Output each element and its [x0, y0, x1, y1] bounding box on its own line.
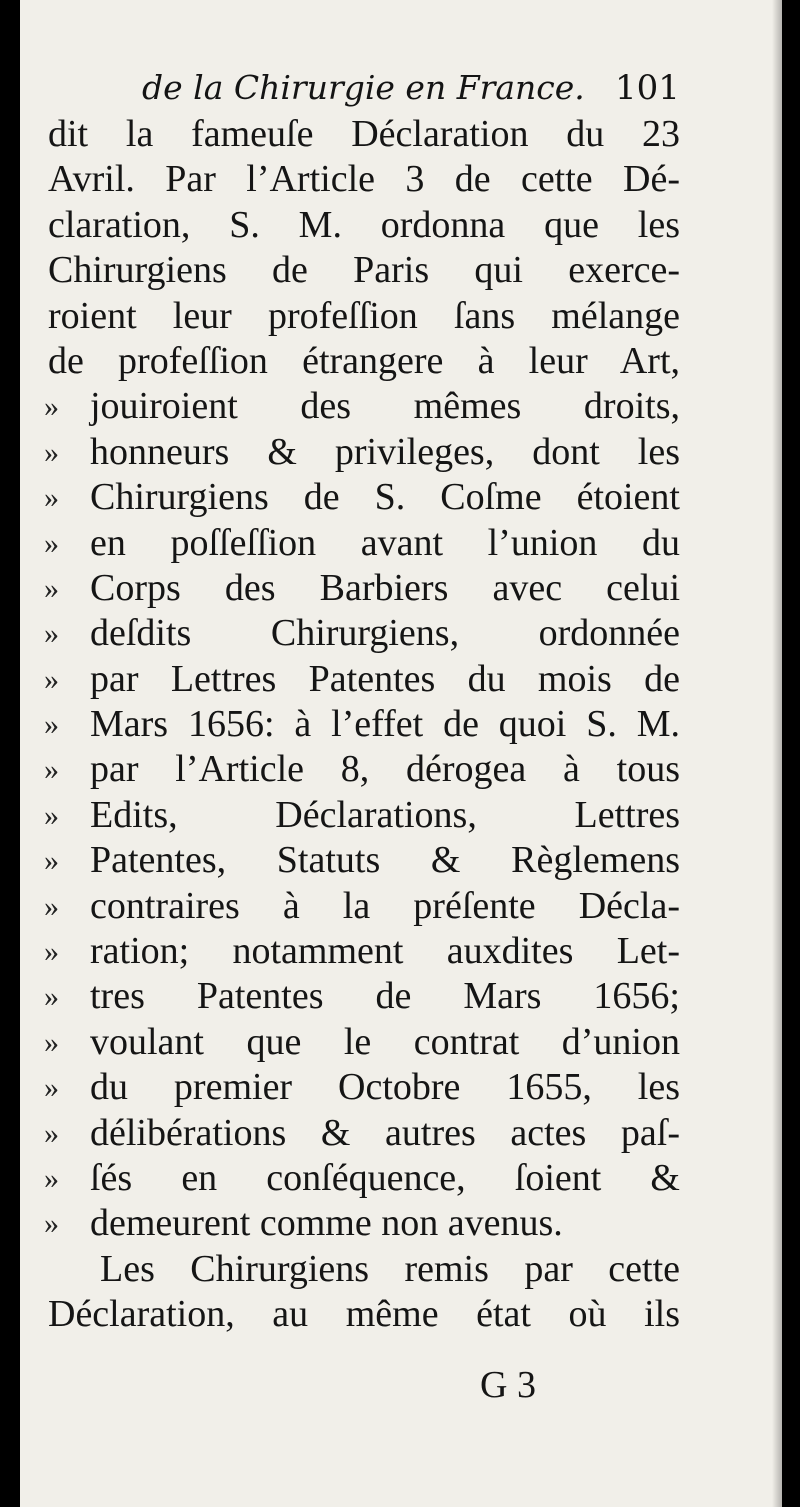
- page-edge-shadow: [772, 0, 782, 1507]
- line-text: Avril. Par l’Article 3 de cette Dé-: [48, 158, 680, 201]
- text-line: [20, 203, 782, 248]
- line-text: roient leur profeſſion ſans mélange: [48, 294, 680, 337]
- text-line: [20, 747, 782, 792]
- quotation-mark: »: [44, 571, 59, 605]
- body-text: [20, 112, 782, 1338]
- quotation-mark: »: [44, 708, 59, 742]
- text-line: [20, 1201, 782, 1246]
- line-text: deſdits Chirurgiens, ordonnée: [90, 612, 680, 655]
- line-text: Chirurgiens de Paris qui exerce-: [48, 249, 680, 292]
- line-text: par Lettres Patentes du mois de: [90, 657, 680, 700]
- text-line: [20, 1292, 782, 1337]
- quotation-mark: »: [44, 753, 59, 787]
- running-title: de la Chirurgie en France.: [142, 68, 585, 107]
- quotation-mark: »: [44, 935, 59, 969]
- line-text: demeurent comme non avenus.: [90, 1202, 563, 1245]
- text-line: [20, 838, 782, 883]
- line-text: contraires à la préſente Décla-: [90, 884, 680, 927]
- quotation-mark: »: [44, 980, 59, 1014]
- text-line: [20, 793, 782, 838]
- quotation-mark: »: [44, 1071, 59, 1105]
- line-text: dit la fameuſe Déclaration du 23: [48, 113, 680, 155]
- quotation-mark: »: [44, 617, 59, 651]
- text-line: [20, 475, 782, 520]
- page-header: [20, 68, 782, 112]
- quotation-mark: »: [44, 481, 59, 515]
- line-text: délibérations & autres actes paſ-: [90, 1111, 680, 1154]
- text-line: [20, 157, 782, 202]
- line-text: claration, S. M. ordonna que les: [48, 203, 680, 246]
- text-line: [20, 1020, 782, 1065]
- line-text: ration; notamment auxdites Let-: [90, 930, 680, 973]
- line-text: ſés en conſéquence, ſoient &: [90, 1156, 680, 1199]
- text-line: [20, 929, 782, 974]
- line-text: du premier Octobre 1655, les: [90, 1066, 680, 1109]
- line-text: Chirurgiens de S. Coſme étoient: [90, 476, 680, 519]
- text-line: [20, 1247, 782, 1292]
- quotation-mark: »: [44, 1207, 59, 1241]
- text-line: [20, 611, 782, 656]
- page-number: 101: [615, 68, 680, 108]
- quotation-mark: »: [44, 798, 59, 832]
- text-line: [20, 521, 782, 566]
- text-line: [20, 974, 782, 1019]
- line-text: en poſſeſſion avant l’union du: [90, 521, 680, 564]
- line-text: Edits, Déclarations, Lettres: [90, 793, 680, 836]
- text-line: [20, 112, 782, 157]
- text-line: [20, 1156, 782, 1201]
- signature-mark: G 3: [480, 1364, 536, 1406]
- quotation-mark: »: [44, 662, 59, 696]
- text-line: [20, 702, 782, 747]
- line-text: Les Chirurgiens remis par cette: [100, 1247, 680, 1290]
- quotation-mark: »: [44, 889, 59, 923]
- line-text: tres Patentes de Mars 1656;: [90, 975, 680, 1018]
- text-line: [20, 294, 782, 339]
- line-text: jouiroient des mêmes droits,: [90, 385, 680, 428]
- line-text: Patentes, Statuts & Règlemens: [90, 839, 680, 882]
- quotation-mark: »: [44, 844, 59, 878]
- book-page: [20, 0, 782, 1507]
- text-line: [20, 384, 782, 429]
- line-text: Corps des Barbiers avec celui: [90, 566, 680, 609]
- text-line: [20, 566, 782, 611]
- text-line: [20, 248, 782, 293]
- line-text: par l’Article 8, dérogea à tous: [90, 748, 680, 791]
- text-line: [20, 657, 782, 702]
- quotation-mark: »: [44, 1161, 59, 1195]
- text-line: [20, 1065, 782, 1110]
- quotation-mark: »: [44, 1116, 59, 1150]
- text-line: [20, 1111, 782, 1156]
- line-text: de profeſſion étrangere à leur Art,: [48, 339, 680, 382]
- text-line: [20, 339, 782, 384]
- text-line: [20, 430, 782, 475]
- quotation-mark: »: [44, 435, 59, 469]
- quotation-mark: »: [44, 526, 59, 560]
- line-text: Mars 1656: à l’effet de quoi S. M.: [90, 703, 680, 746]
- line-text: honneurs & privileges, dont les: [90, 430, 680, 473]
- line-text: voulant que le contrat d’union: [90, 1020, 680, 1063]
- quotation-mark: »: [44, 1025, 59, 1059]
- quotation-mark: »: [44, 390, 59, 424]
- text-line: [20, 884, 782, 929]
- line-text: Déclaration, au même état où ils: [48, 1293, 680, 1336]
